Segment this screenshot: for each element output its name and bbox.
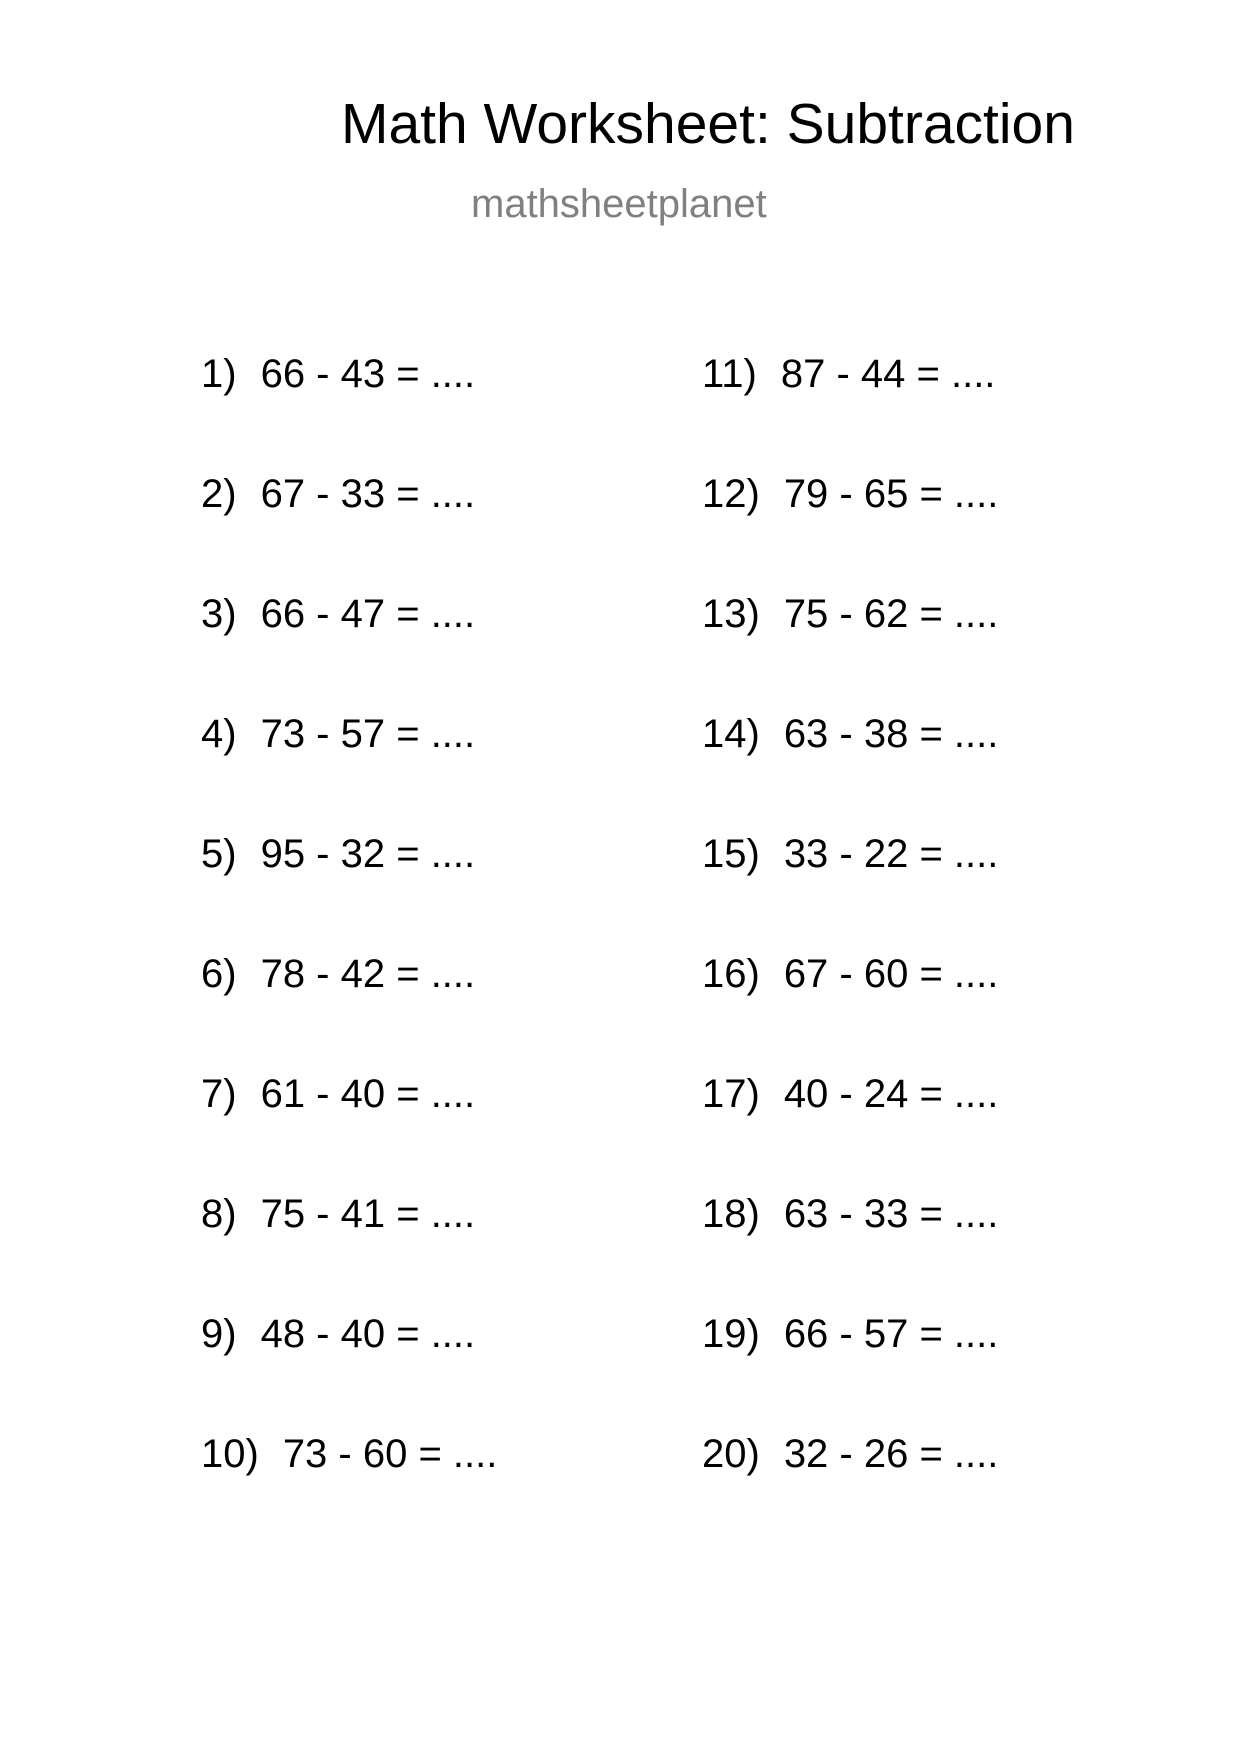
problem-expression: 73 - 57 = .... <box>260 712 476 756</box>
problem-item <box>201 834 681 954</box>
problem-item <box>201 1434 681 1554</box>
problem-item <box>201 1074 681 1194</box>
problem-number: 4) <box>201 712 237 756</box>
problem-number: 1) <box>201 352 237 396</box>
problems-column-right <box>702 354 1182 1554</box>
problem-number: 12) <box>702 472 760 516</box>
problem-expression: 32 - 26 = .... <box>783 1432 999 1476</box>
problem-number: 2) <box>201 472 237 516</box>
problem-number: 3) <box>201 592 237 636</box>
problem-item <box>702 1434 1182 1554</box>
problem-number: 6) <box>201 952 237 996</box>
problem-item <box>702 354 1182 474</box>
problem-item <box>702 834 1182 954</box>
problem-expression: 33 - 22 = .... <box>783 832 999 876</box>
site-name: mathsheetplanet <box>471 182 767 226</box>
problem-number: 18) <box>702 1192 760 1236</box>
problem-number: 10) <box>201 1432 259 1476</box>
problem-expression: 67 - 33 = .... <box>260 472 476 516</box>
problem-expression: 78 - 42 = .... <box>260 952 476 996</box>
problem-expression: 75 - 41 = .... <box>260 1192 476 1236</box>
problem-number: 9) <box>201 1312 237 1356</box>
problem-item <box>702 474 1182 594</box>
worksheet-title: Math Worksheet: Subtraction <box>341 92 1075 156</box>
problem-item <box>702 1314 1182 1434</box>
problem-item <box>201 594 681 714</box>
problem-expression: 63 - 38 = .... <box>783 712 999 756</box>
problem-number: 14) <box>702 712 760 756</box>
problem-expression: 40 - 24 = .... <box>783 1072 999 1116</box>
problem-expression: 79 - 65 = .... <box>783 472 999 516</box>
problem-number: 15) <box>702 832 760 876</box>
problem-item <box>201 1314 681 1434</box>
problem-item <box>201 1194 681 1314</box>
problem-number: 11) <box>702 352 757 396</box>
problem-item <box>702 714 1182 834</box>
problems-column-left <box>201 354 681 1554</box>
problem-number: 20) <box>702 1432 760 1476</box>
problem-expression: 73 - 60 = .... <box>282 1432 498 1476</box>
problem-item <box>201 474 681 594</box>
problem-expression: 95 - 32 = .... <box>260 832 476 876</box>
problem-expression: 66 - 47 = .... <box>260 592 476 636</box>
problem-number: 19) <box>702 1312 760 1356</box>
problem-number: 8) <box>201 1192 237 1236</box>
problem-expression: 63 - 33 = .... <box>783 1192 999 1236</box>
problem-expression: 75 - 62 = .... <box>783 592 999 636</box>
problem-item <box>702 1194 1182 1314</box>
problem-item <box>702 954 1182 1074</box>
problem-number: 5) <box>201 832 237 876</box>
problem-number: 7) <box>201 1072 237 1116</box>
problem-item <box>201 714 681 834</box>
problem-expression: 67 - 60 = .... <box>783 952 999 996</box>
problem-item <box>702 1074 1182 1194</box>
problem-number: 17) <box>702 1072 760 1116</box>
problem-expression: 87 - 44 = .... <box>780 352 996 396</box>
problem-number: 16) <box>702 952 760 996</box>
problem-number: 13) <box>702 592 760 636</box>
problem-expression: 48 - 40 = .... <box>260 1312 476 1356</box>
problem-item <box>201 354 681 474</box>
problem-expression: 66 - 57 = .... <box>783 1312 999 1356</box>
problem-expression: 66 - 43 = .... <box>260 352 476 396</box>
problem-expression: 61 - 40 = .... <box>260 1072 476 1116</box>
problem-item <box>702 594 1182 714</box>
problem-item <box>201 954 681 1074</box>
